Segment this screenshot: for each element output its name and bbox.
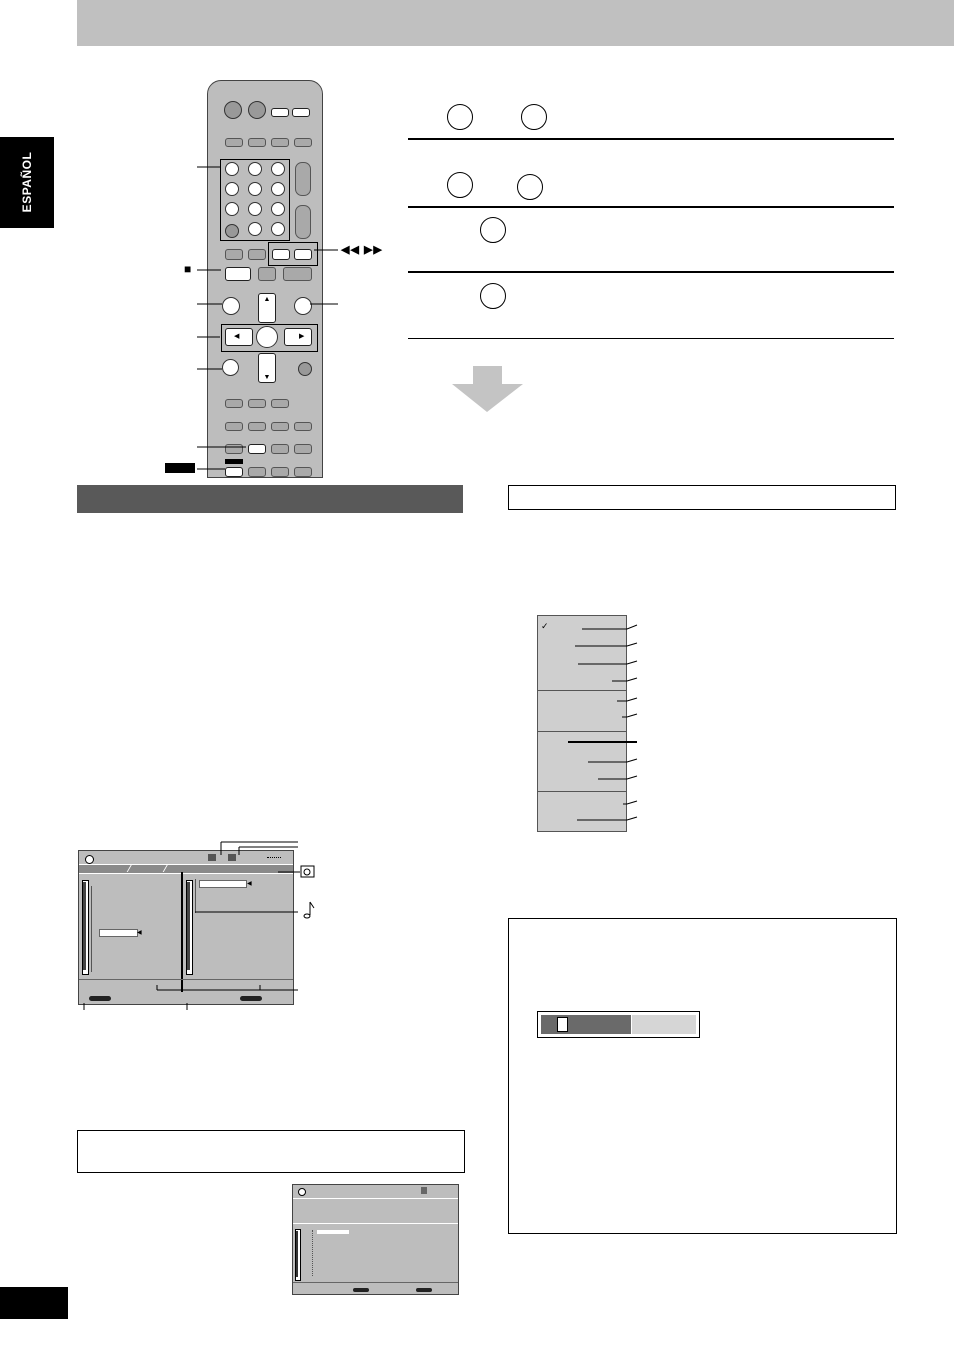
skip-callout-label: ◀◀ ▶▶ bbox=[341, 244, 383, 256]
selection-pointer-icon: ◀ bbox=[247, 881, 252, 887]
language-tab-label: ESPAÑOL bbox=[20, 151, 34, 213]
indicator-marker bbox=[557, 1017, 568, 1032]
indicator-light-segment bbox=[632, 1015, 696, 1034]
checkmark-icon: ✓ bbox=[541, 621, 549, 631]
up-arrow-icon: ▲ bbox=[263, 296, 271, 303]
right-arrow-icon: ▶ bbox=[299, 333, 305, 340]
selection-pointer-icon: ◀ bbox=[137, 930, 142, 936]
down-arrow-icon: ▼ bbox=[263, 374, 271, 381]
bitrate-indicator bbox=[537, 1011, 700, 1038]
info-frame bbox=[508, 918, 897, 1234]
left-arrow-icon: ◀ bbox=[234, 333, 240, 340]
indicator-dark-segment bbox=[541, 1015, 631, 1034]
stop-callout-icon: ■ bbox=[184, 262, 192, 276]
